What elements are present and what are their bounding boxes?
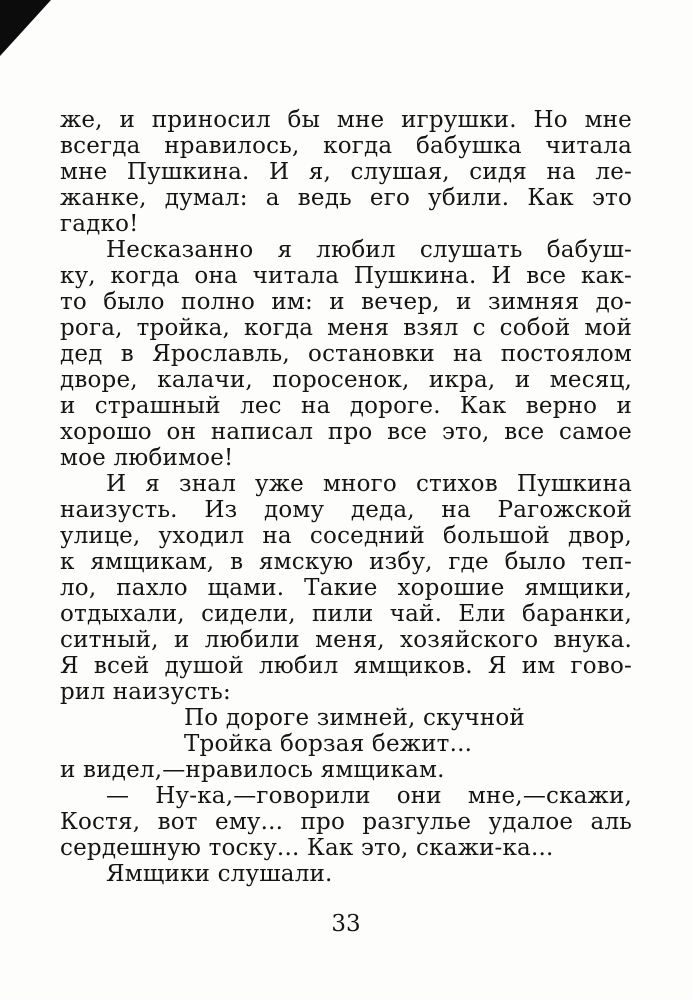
text-line: отдыхали, сидели, пили чай. Ели баранки,	[60, 601, 632, 627]
text-line: хорошо он написал про все это, все самое	[60, 419, 632, 445]
text-line: рога, тройка, когда меня взял с собой мой	[60, 315, 632, 341]
text-line: же, и приносил бы мне игрушки. Но мне	[60, 107, 632, 133]
text-line: улице, уходил на соседний большой двор,	[60, 523, 632, 549]
text-line: дед в Ярославль, остановки на постоялом	[60, 341, 632, 367]
page-text	[60, 107, 632, 887]
text-line: всегда нравилось, когда бабушка читала	[60, 133, 632, 159]
text-line: жанке, думал: а ведь его убили. Как это	[60, 185, 632, 211]
text-line: ку, когда она читала Пушкина. И все как-	[60, 263, 632, 289]
scan-corner-artifact	[0, 0, 51, 56]
text-line: И я знал уже много стихов Пушкина	[106, 471, 632, 497]
text-line: Несказанно я любил слушать бабуш-	[106, 237, 632, 263]
text-line: мое любимое!	[60, 445, 234, 471]
text-line: сердешную тоску... Как это, скажи-ка...	[60, 835, 554, 861]
verse-line: Тройка борзая бежит...	[184, 731, 473, 757]
text-line: мне Пушкина. И я, слушая, сидя на ле-	[60, 159, 632, 185]
text-line: Костя, вот ему... про разгулье удалое аль	[60, 809, 632, 835]
verse-line: По дороге зимней, скучной	[184, 705, 525, 731]
text-line: и видел,—нравилось ямщикам.	[60, 757, 445, 783]
text-line: гадко!	[60, 211, 139, 237]
text-line: ситный, и любили меня, хозяйского внука.	[60, 627, 632, 653]
text-line: Ямщики слушали.	[106, 861, 333, 887]
text-line: к ямщикам, в ямскую избу, где было теп-	[60, 549, 632, 575]
text-line: и страшный лес на дороге. Как верно и	[60, 393, 632, 419]
text-line: то было полно им: и вечер, и зимняя до-	[60, 289, 632, 315]
text-line: Я всей душой любил ямщиков. Я им гово-	[60, 653, 632, 679]
text-line: — Ну-ка,—говорили они мне,—скажи,	[106, 783, 632, 809]
text-line: рил наизусть:	[60, 679, 231, 705]
text-line: дворе, калачи, поросенок, икра, и месяц,	[60, 367, 632, 393]
text-line: ло, пахло щами. Такие хорошие ямщики,	[60, 575, 632, 601]
page-number: 33	[331, 911, 361, 937]
text-line: наизусть. Из дому деда, на Рагожской	[60, 497, 632, 523]
